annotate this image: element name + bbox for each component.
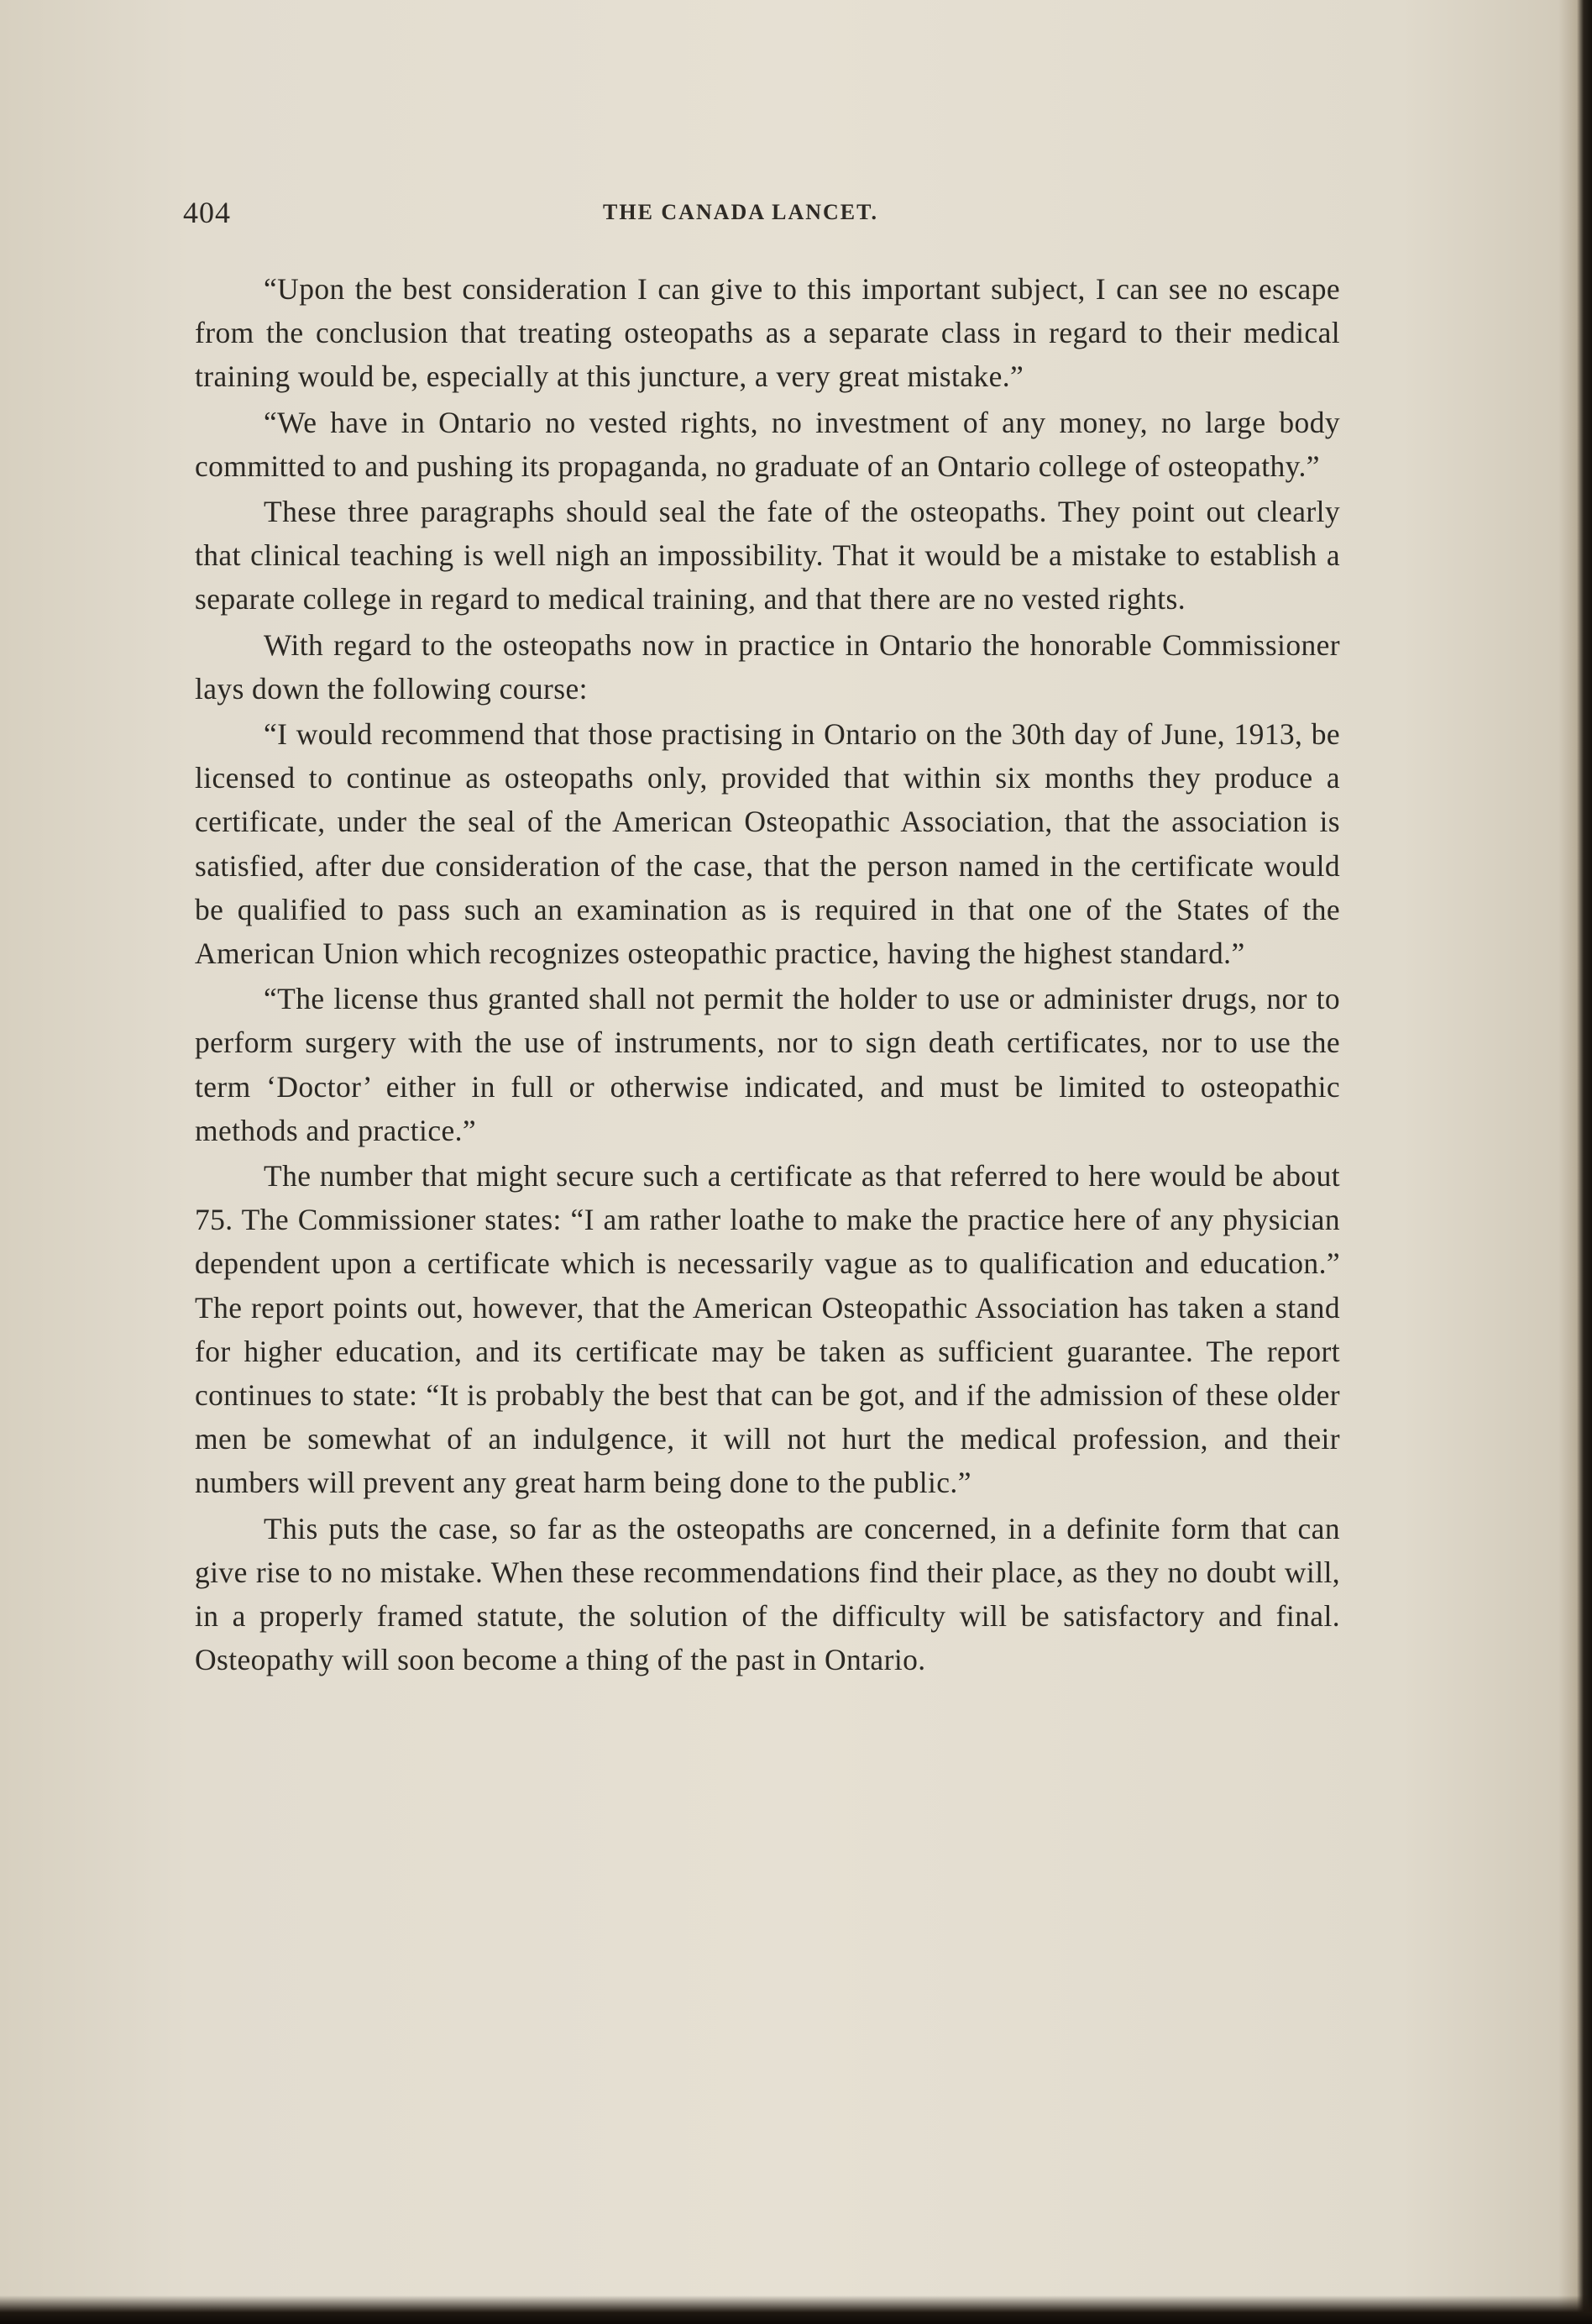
paragraph: With regard to the osteopaths now in practice in Ontario the honorable Commissioner lays down the following course:: [195, 627, 1340, 706]
paragraph: “I would recommend that those practising in Ontario on the 30th day of June, 1913, be licensed to continue as osteopaths only, provided that within six months they produce a certificate, under the seal of the American Osteopathic Association, that the association is satisfied, after due consideration of the case, that the person named in the certificate would be qualified to pass such an examination as is required in that one of the States of the American Union which recognizes osteopathic practice, having the highest standard.”: [195, 717, 1340, 971]
page-number: 404: [183, 196, 231, 229]
running-head: [183, 195, 1342, 237]
paragraph: “Upon the best consideration I can give to this important subject, I can see no escape from the conclusion that treating osteopaths as a separate class in regard to their medical training would be, especially at this juncture, a very great mistake.”: [195, 272, 1340, 394]
paragraph: “We have in Ontario no vested rights, no investment of any money, no large body committed to and pushing its propaganda, no graduate of an Ontario college of osteopathy.”: [195, 405, 1340, 483]
paragraph: These three paragraphs should seal the fate of the osteopaths. They point out clearly that clinical teaching is well nigh an impossibility. That it would be a mistake to establish a separate college in regard to medical training, and that there are no vested rights.: [195, 495, 1340, 616]
paragraph: The number that might secure such a certificate as that referred to here would be about 75. The Commissioner states: “I am rather loathe to make the practice here of any physician dependent upon a certificate which is necessarily vague as to qualification and education.” The report points out, however, that the American Osteopathic Association has taken a stand for higher education, and its certificate may be taken as sufficient guarantee. The report continues to state: “It is probably the best that can be got, and if the admission of these older men be somewhat of an indulgence, it will not hurt the medical profession, and their numbers will prevent any great harm being done to the public.”: [195, 1159, 1340, 1500]
bottom-edge-shadow: [0, 2295, 1592, 2324]
paragraph: “The license thus granted shall not permit the holder to use or administer drugs, nor to perform surgery with the use of instruments, nor to sign death certificates, nor to use the term ‘Doctor’ either in full or otherwise indicated, and must be limited to osteopathic methods and practice.”: [195, 982, 1340, 1147]
page-edge-shadow: [1558, 0, 1592, 2324]
journal-title: THE CANADA LANCET.: [603, 200, 879, 224]
paragraph: This puts the case, so far as the osteopaths are concerned, in a definite form that can give rise to no mistake. When these recommendations find their place, as they no doubt will, in a properly framed statute, the solution of the difficulty will be satisfactory and final. Osteopathy will soon become a thing of the past in Ontario.: [195, 1511, 1340, 1677]
body-text: [195, 267, 1340, 1684]
